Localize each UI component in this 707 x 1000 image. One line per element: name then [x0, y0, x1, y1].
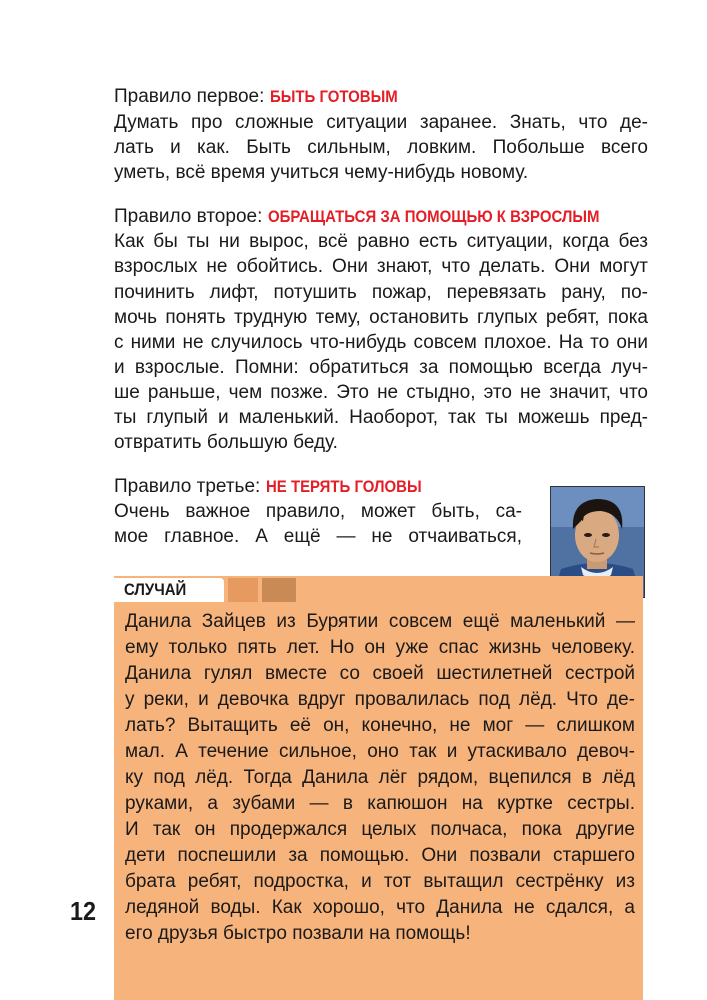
case-line-13: его друзья быстро позвали на помощь!: [125, 923, 471, 944]
rule3-prefix: Правило третье:: [114, 476, 266, 497]
rule2-line-4: мочь понять трудную тему, остановить глупых ребят, пока: [114, 307, 648, 328]
rule1-line-3: уметь, всё время учиться чему-нибудь новому.: [114, 162, 529, 183]
rule2-line-9: отвратить большую беду.: [114, 432, 338, 453]
case-line-3: Данила гулял вместе со своей шестилетней сестрой: [125, 663, 635, 684]
rule2-line-7: ше раньше, чем позже. Это не стыдно, это не значит, что: [114, 382, 648, 403]
rule2-line-3: починить лифт, потушить пожар, перевязать рану, по-: [114, 282, 648, 303]
case-line-11: брата ребят, подростка, и тот вытащил сестрёнку из: [125, 871, 635, 892]
rule1-heading: [114, 84, 415, 110]
case-bar-decoration-2: [262, 578, 296, 602]
case-line-5: лать? Вытащить её он, конечно, не мог — слишком: [125, 715, 635, 736]
rule2-prefix: Правило второе:: [114, 206, 268, 227]
rule2-line-6: и взрослые. Помни: обратиться за помощью всегда луч-: [114, 357, 648, 378]
case-line-8: руками, а зубами — в капюшон на куртке сестры.: [125, 793, 635, 814]
rule2-line-8: ты глупый и маленький. Наоборот, так ты можешь пред-: [114, 407, 648, 428]
case-line-4: у реки, и девочка вдруг провалилась под лёд. Что де-: [125, 689, 635, 710]
page-number: 12: [70, 896, 97, 926]
case-line-12: ледяной воды. Как хорошо, что Данила не сдался, а: [125, 897, 635, 918]
case-line-7: ку под лёд. Тогда Данила лёг рядом, вцепился в лёд: [125, 767, 635, 788]
rule3-line-1: Очень важное правило, может быть, са-: [114, 501, 522, 522]
case-label: СЛУЧАЙ: [124, 580, 187, 599]
case-line-9: И так он продержался целых полчаса, пока другие: [125, 819, 635, 840]
rule1-prefix: Правило первое:: [114, 86, 270, 107]
rule2-heading: [114, 204, 644, 230]
rule2-line-1: Как бы ты ни вырос, всё равно есть ситуации, когда без: [114, 231, 648, 252]
case-line-2: ему только пять лет. Но он уже спас жизнь человеку.: [125, 637, 635, 658]
case-line-1: Данила Зайцев из Бурятии совсем ещё маленький —: [125, 611, 635, 632]
rule2-line-5: с ними не случилось что-нибудь совсем плохое. На то они: [114, 332, 648, 353]
case-line-10: дети поспешили за помощью. Они позвали старшего: [125, 845, 635, 866]
case-line-6: мал. А течение сильное, оно так и утаскивало девоч-: [125, 741, 635, 762]
rule3-line-2: мое главное. А ещё — не отчаиваться,: [114, 526, 522, 547]
rule1-line-1: Думать про сложные ситуации заранее. Знать, что де-: [114, 112, 648, 133]
rule3-name: НЕ ТЕРЯТЬ ГОЛОВЫ: [265, 477, 422, 496]
rule1-name: БЫТЬ ГОТОВЫМ: [269, 87, 398, 106]
rule2-name: ОБРАЩАТЬСЯ ЗА ПОМОЩЬЮ К ВЗРОСЛЫМ: [267, 207, 600, 226]
case-bar-decoration-1: [228, 578, 258, 602]
rule2-line-2: взрослых не обойтись. Они знают, что делать. Они могут: [114, 256, 648, 277]
rule3-heading: [114, 474, 442, 500]
rule1-line-2: лать и как. Быть сильным, ловким. Побольше всего: [114, 137, 648, 158]
